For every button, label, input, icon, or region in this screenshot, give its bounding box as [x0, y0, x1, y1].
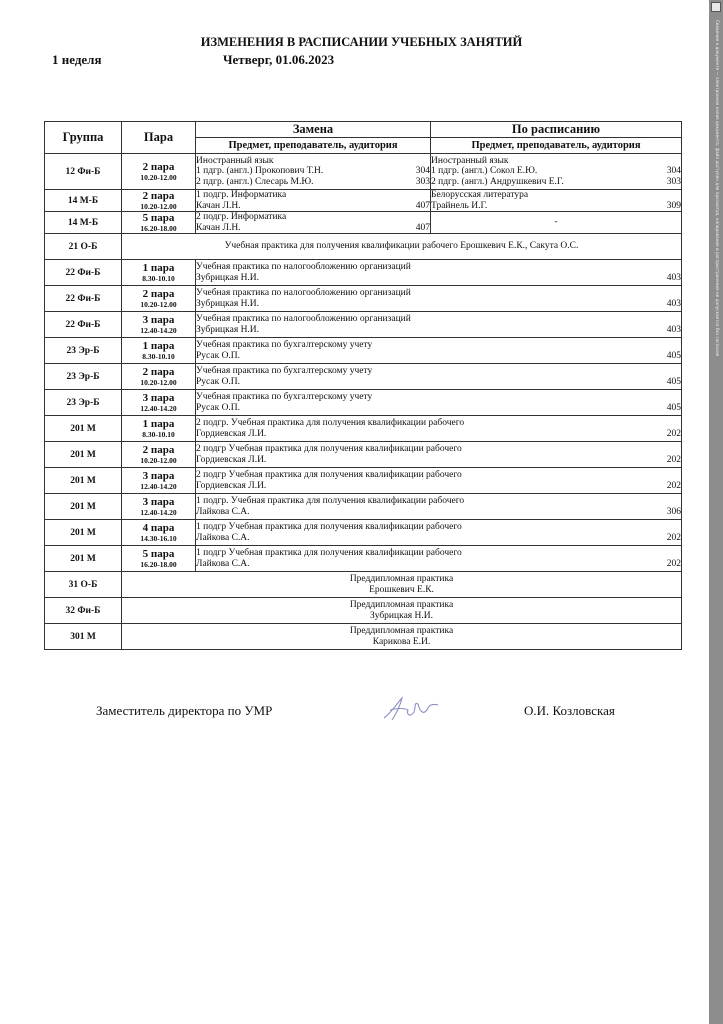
para-time: 10.20-12.00: [140, 299, 177, 309]
room-number: 407: [415, 222, 430, 233]
replacement-cell: [196, 416, 682, 442]
col-group-header: Группа: [45, 122, 122, 154]
replacement-cell: [196, 286, 682, 312]
replacement-cell: [196, 338, 682, 364]
cell-line: [196, 507, 681, 517]
cell-line: [196, 455, 681, 465]
para-number: 2 пара: [142, 189, 175, 202]
merged-line: Преддипломная практика: [349, 626, 454, 637]
table-row: [45, 416, 682, 442]
replacement-cell: [196, 468, 682, 494]
table-row: [45, 520, 682, 546]
cell-line: [196, 190, 430, 200]
room-number: 202: [666, 454, 681, 465]
para-number: 3 пара: [142, 495, 175, 508]
cell-line: [196, 273, 681, 283]
room-number: 403: [666, 272, 681, 283]
merged-line: Карикова Е.И.: [372, 636, 431, 647]
group-cell: 23 Эр-Б: [45, 338, 122, 364]
room-number: 304: [415, 166, 430, 177]
replacement-cell: [196, 390, 682, 416]
cell-line: [196, 403, 681, 413]
line-text: Гордиевская Л.И.: [196, 428, 267, 439]
group-cell: 23 Эр-Б: [45, 364, 122, 390]
para-time: 10.20-12.00: [140, 455, 177, 465]
group-cell: 201 М: [45, 442, 122, 468]
date-label: Четверг, 01.06.2023: [223, 52, 335, 67]
schedule-table: [44, 121, 682, 650]
merged-cell: Учебная практика для получения квалификации рабочего Ерошкевич Е.К., Сакута О.С.: [122, 234, 682, 260]
group-cell: 22 Фи-Б: [45, 312, 122, 338]
group-cell: 32 Фи-Б: [45, 598, 122, 624]
signatory-name: О.И. Козловская: [524, 703, 615, 718]
merged-cell: [122, 624, 682, 650]
para-time: 10.20-12.00: [140, 172, 177, 182]
line-text: Лайкова С.А.: [196, 558, 250, 569]
group-cell: 201 М: [45, 520, 122, 546]
cell-line: [196, 223, 430, 233]
line-text: Учебная практика по налогообложению организаций: [196, 314, 411, 325]
table-row: [45, 154, 682, 190]
line-text: 2 пдгр. (англ.) Слесарь М.Ю.: [196, 176, 314, 187]
cell-line: [196, 418, 681, 428]
cell-line: [431, 177, 681, 187]
cell-line: [196, 470, 681, 480]
replacement-cell: [196, 212, 431, 234]
line-text: 2 подгр Учебная практика для получения квалификации рабочего: [196, 470, 462, 481]
replacement-cell: [196, 520, 682, 546]
line-text: Учебная практика по налогообложению организаций: [196, 288, 411, 299]
para-time: 8.30-10.10: [142, 273, 175, 283]
stamp-logo-icon: [711, 2, 721, 12]
cell-line: [196, 299, 681, 309]
para-time: 16.20-18.00: [140, 559, 177, 569]
table-row: [45, 572, 682, 598]
merged-cell: [122, 598, 682, 624]
room-number: 202: [666, 532, 681, 543]
para-number: 2 пара: [142, 160, 175, 173]
room-number: 403: [666, 324, 681, 335]
cell-line: [196, 340, 681, 350]
line-text: 2 подгр. Информатика: [196, 212, 287, 223]
para-cell: [122, 260, 196, 286]
table-row: [45, 390, 682, 416]
para-number: 4 пара: [142, 521, 175, 534]
line-text: 1 пдгр. (англ.) Прокопович Т.Н.: [196, 166, 324, 177]
room-number: 407: [415, 200, 430, 211]
cell-line: [196, 444, 681, 454]
table-row: [45, 598, 682, 624]
replacement-cell: [196, 442, 682, 468]
group-cell: 14 М-Б: [45, 212, 122, 234]
group-cell: 201 М: [45, 494, 122, 520]
para-number: 5 пара: [142, 211, 175, 224]
cell-line: [196, 288, 681, 298]
week-label: 1 неделя: [52, 52, 102, 67]
para-cell: [122, 468, 196, 494]
cell-line: [196, 496, 681, 506]
para-number: 2 пара: [142, 443, 175, 456]
replacement-cell: [196, 260, 682, 286]
sub-replacement-header: Предмет, преподаватель, аудитория: [196, 138, 431, 154]
group-cell: 22 Фи-Б: [45, 260, 122, 286]
replacement-cell: [196, 364, 682, 390]
para-cell: [122, 442, 196, 468]
table-row: [45, 286, 682, 312]
room-number: 304: [666, 166, 681, 177]
line-text: Зубрицкая Н.И.: [196, 272, 260, 283]
para-time: 10.20-12.00: [140, 201, 177, 211]
line-text: Учебная практика по бухгалтерскому учету: [196, 392, 373, 403]
cell-line: [196, 201, 430, 211]
line-text: Белорусская литература: [431, 190, 529, 201]
line-text: 1 подгр Учебная практика для получения квалификации рабочего: [196, 522, 462, 533]
group-cell: 21 О-Б: [45, 234, 122, 260]
room-number: 309: [666, 200, 681, 211]
para-time: 8.30-10.10: [142, 429, 175, 439]
para-number: 3 пара: [142, 313, 175, 326]
group-cell: 201 М: [45, 546, 122, 572]
merged-line: Преддипломная практика: [349, 600, 454, 611]
line-text: Гордиевская Л.И.: [196, 454, 267, 465]
col-replacement-header: Замена: [196, 122, 431, 138]
cell-line: [196, 392, 681, 402]
table-row: [45, 442, 682, 468]
para-number: 5 пара: [142, 547, 175, 560]
table-row: [45, 234, 682, 260]
room-number: 306: [666, 506, 681, 517]
para-cell: [122, 154, 196, 190]
signature-image: [380, 692, 440, 724]
schedule-rows: [45, 154, 682, 650]
room-number: 405: [666, 376, 681, 387]
line-text: Трайнель И.Г.: [431, 200, 488, 211]
group-cell: 12 Фи-Б: [45, 154, 122, 190]
line-text: Учебная практика по бухгалтерскому учету: [196, 366, 373, 377]
para-time: 10.20-12.00: [140, 377, 177, 387]
group-cell: 201 М: [45, 468, 122, 494]
line-text: Зубрицкая Н.И.: [196, 324, 260, 335]
table-row: [45, 312, 682, 338]
para-number: 1 пара: [142, 339, 175, 352]
cell-line: [431, 201, 681, 211]
para-number: 1 пара: [142, 261, 175, 274]
line-text: 1 пдгр. (англ.) Сокол Е.Ю.: [431, 166, 538, 177]
para-number: 3 пара: [142, 469, 175, 482]
cell-line: [196, 481, 681, 491]
group-cell: 14 М-Б: [45, 190, 122, 212]
group-cell: 201 М: [45, 416, 122, 442]
line-text: Учебная практика по бухгалтерскому учету: [196, 340, 373, 351]
room-number: 303: [415, 176, 430, 187]
room-number: 202: [666, 480, 681, 491]
para-number: 3 пара: [142, 391, 175, 404]
line-text: Лайкова С.А.: [196, 506, 250, 517]
cell-line: [196, 366, 681, 376]
cell-line: [196, 351, 681, 361]
line-text: Иностранный язык: [196, 155, 274, 166]
para-time: 12.40-14.20: [140, 403, 177, 413]
para-cell: [122, 546, 196, 572]
para-time: 12.40-14.20: [140, 325, 177, 335]
para-cell: [122, 338, 196, 364]
room-number: 405: [666, 402, 681, 413]
cell-line: [196, 314, 681, 324]
document-title: ИЗМЕНЕНИЯ В РАСПИСАНИИ УЧЕБНЫХ ЗАНЯТИЙ: [200, 35, 523, 49]
table-row: [45, 260, 682, 286]
table-row: [45, 190, 682, 212]
cell-line: [196, 533, 681, 543]
cell-line: [196, 212, 430, 222]
para-cell: [122, 312, 196, 338]
col-para-header: Пара: [122, 122, 196, 154]
cell-line: [431, 156, 681, 166]
room-number: 202: [666, 558, 681, 569]
cell-line: [196, 548, 681, 558]
cell-line: [196, 177, 430, 187]
para-time: 16.20-18.00: [140, 223, 177, 233]
merged-line: Преддипломная практика: [349, 574, 454, 585]
line-text: Гордиевская Л.И.: [196, 480, 267, 491]
line-text: 1 подгр. Учебная практика для получения квалификации рабочего: [196, 496, 465, 507]
replacement-cell: [196, 312, 682, 338]
line-text: 2 пдгр. (англ.) Андрушкевич Е.Г.: [431, 176, 564, 187]
schedule-cell: [431, 154, 682, 190]
cell-line: [196, 522, 681, 532]
para-number: 2 пара: [142, 365, 175, 378]
line-text: 2 подгр Учебная практика для получения квалификации рабочего: [196, 444, 462, 455]
line-text: Качан Л.Н.: [196, 200, 241, 211]
para-cell: [122, 494, 196, 520]
merged-cell: [122, 572, 682, 598]
schedule-cell: -: [431, 212, 682, 234]
para-cell: [122, 416, 196, 442]
group-cell: 22 Фи-Б: [45, 286, 122, 312]
cell-line: [196, 166, 430, 176]
table-row: [45, 338, 682, 364]
cell-line: [196, 559, 681, 569]
cell-line: [196, 377, 681, 387]
side-stamp-text: Сведения о документе — электронная копия документа; файл доступен для просмотра, копирование и распространение не допускается без согласия: [715, 20, 720, 357]
para-cell: [122, 364, 196, 390]
line-text: Учебная практика по налогообложению организаций: [196, 262, 411, 273]
table-row: [45, 364, 682, 390]
table-row: [45, 624, 682, 650]
replacement-cell: [196, 494, 682, 520]
replacement-cell: [196, 190, 431, 212]
para-number: 2 пара: [142, 287, 175, 300]
line-text: 2 подгр. Учебная практика для получения квалификации рабочего: [196, 418, 465, 429]
room-number: 403: [666, 298, 681, 309]
table-row: [45, 212, 682, 234]
table-row: [45, 494, 682, 520]
merged-line: Ерошкевич Е.К.: [369, 584, 434, 595]
cell-line: [196, 156, 430, 166]
signatory-position: Заместитель директора по УМР: [96, 703, 273, 718]
cell-line: [196, 325, 681, 335]
cell-line: [431, 166, 681, 176]
group-cell: 23 Эр-Б: [45, 390, 122, 416]
col-schedule-header: По расписанию: [431, 122, 682, 138]
para-cell: [122, 212, 196, 234]
replacement-cell: [196, 546, 682, 572]
room-number: 202: [666, 428, 681, 439]
line-text: Иностранный язык: [431, 155, 509, 166]
merged-line: Зубрицкая Н.И.: [369, 610, 434, 621]
para-time: 14.30-16.10: [140, 533, 177, 543]
line-text: Зубрицкая Н.И.: [196, 298, 260, 309]
cell-line: [196, 262, 681, 272]
replacement-cell: [196, 154, 431, 190]
line-text: Русак О.П.: [196, 376, 241, 387]
line-text: Качан Л.Н.: [196, 222, 241, 233]
side-stamp-bar: [709, 0, 723, 1024]
sub-schedule-header: Предмет, преподаватель, аудитория: [431, 138, 682, 154]
para-cell: [122, 520, 196, 546]
cell-line: [196, 429, 681, 439]
line-text: Лайкова С.А.: [196, 532, 250, 543]
para-cell: [122, 390, 196, 416]
para-number: 1 пара: [142, 417, 175, 430]
room-number: 405: [666, 350, 681, 361]
line-text: Русак О.П.: [196, 402, 241, 413]
table-row: [45, 546, 682, 572]
room-number: 303: [666, 176, 681, 187]
group-cell: 31 О-Б: [45, 572, 122, 598]
schedule-cell: [431, 190, 682, 212]
line-text: 1 подгр Учебная практика для получения квалификации рабочего: [196, 548, 462, 559]
line-text: 1 подгр. Информатика: [196, 190, 287, 201]
para-cell: [122, 190, 196, 212]
table-row: [45, 468, 682, 494]
cell-line: [431, 190, 681, 200]
para-time: 12.40-14.20: [140, 507, 177, 517]
line-text: Русак О.П.: [196, 350, 241, 361]
para-time: 12.40-14.20: [140, 481, 177, 491]
group-cell: 301 М: [45, 624, 122, 650]
para-cell: [122, 286, 196, 312]
para-time: 8.30-10.10: [142, 351, 175, 361]
